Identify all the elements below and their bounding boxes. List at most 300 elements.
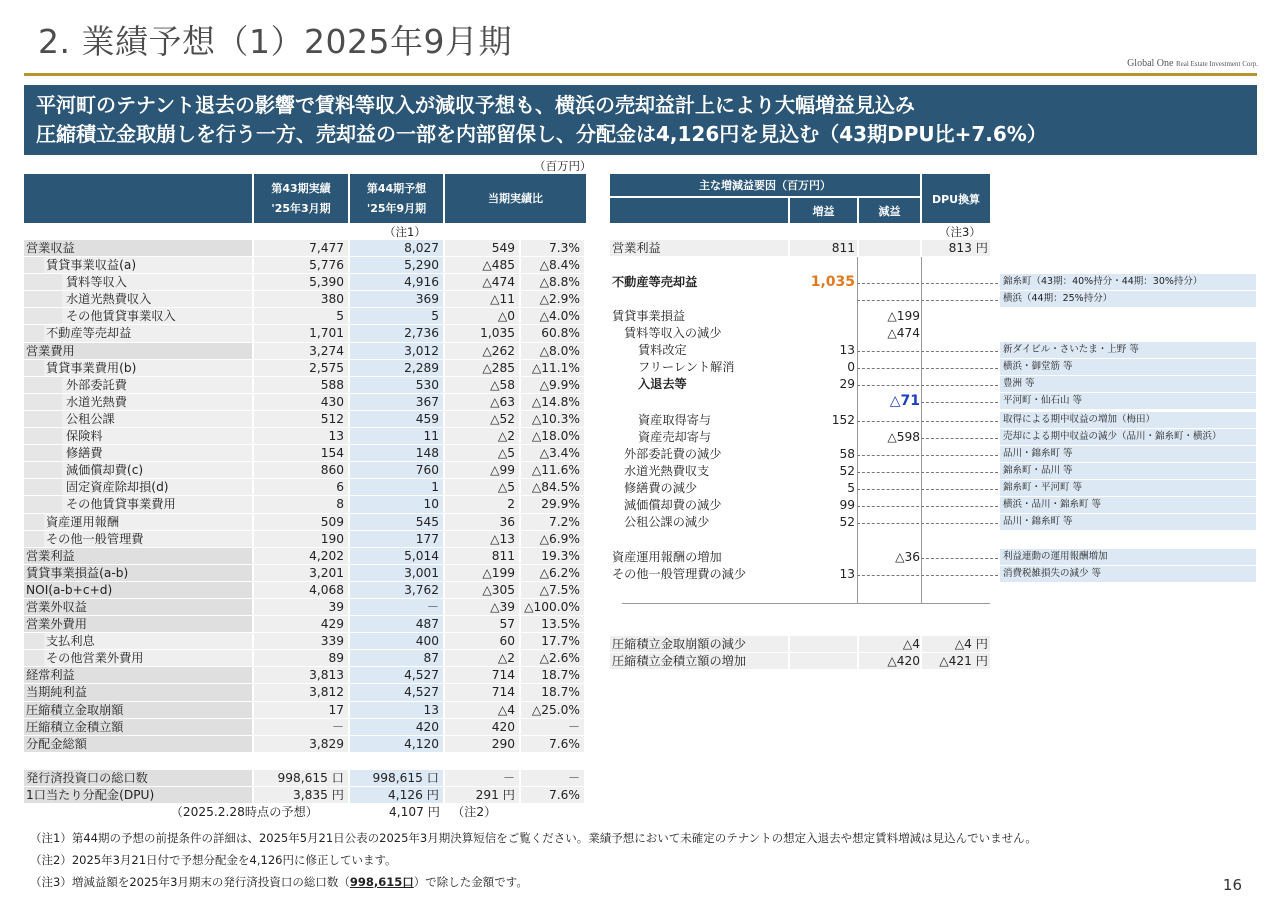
value-diff: 291 円 bbox=[445, 787, 519, 803]
value-diff: 714 bbox=[445, 667, 519, 683]
header-dpu: DPU換算 bbox=[922, 174, 990, 223]
forecast-note: （注1） bbox=[384, 225, 426, 239]
value-diff: △99 bbox=[445, 462, 519, 478]
factor-label: 資産売却寄与 bbox=[638, 430, 712, 444]
row-label: 減価償却費(c) bbox=[24, 462, 252, 478]
row-label: 発行済投資口の総口数 bbox=[24, 770, 252, 786]
summary-banner bbox=[24, 85, 1257, 155]
factor-increase: 13 bbox=[839, 567, 855, 581]
value-forecast: 87 bbox=[350, 650, 443, 666]
footnote-3-bold: 998,615口 bbox=[349, 875, 414, 889]
row-label: 営業利益 bbox=[24, 548, 252, 564]
row-label: 賃貸事業収益(a) bbox=[24, 257, 252, 273]
value-forecast: 998,615 口 bbox=[350, 770, 443, 786]
factor-dpu: 813 円 bbox=[948, 241, 988, 255]
pl-row bbox=[24, 650, 589, 667]
leader-line bbox=[857, 472, 998, 473]
factor-increase: 5 bbox=[847, 481, 855, 495]
value-pct: △100.0% bbox=[521, 599, 584, 615]
pl-row bbox=[24, 325, 589, 342]
value-forecast: 4,126 円 bbox=[350, 787, 443, 803]
row-bg bbox=[859, 240, 920, 256]
value-actual: 4,068 bbox=[254, 582, 348, 598]
row-label: 賃貸事業損益(a-b) bbox=[24, 565, 252, 581]
pl-row bbox=[24, 514, 589, 531]
value-forecast: 4,527 bbox=[350, 684, 443, 700]
value-diff: 57 bbox=[445, 616, 519, 632]
value-forecast: 2,289 bbox=[350, 360, 443, 376]
value-forecast: 4,916 bbox=[350, 274, 443, 290]
value-actual: 512 bbox=[254, 411, 348, 427]
factor-decrease: △36 bbox=[895, 550, 920, 564]
row-label: 営業費用 bbox=[24, 343, 252, 359]
value-actual: 5 bbox=[254, 308, 348, 324]
value-pct: △6.9% bbox=[521, 531, 584, 547]
row-label: その他一般管理費 bbox=[24, 531, 252, 547]
value-pct: △84.5% bbox=[521, 479, 584, 495]
row-label: 1口当たり分配金(DPU) bbox=[24, 787, 252, 803]
value-pct: 7.2% bbox=[521, 514, 584, 530]
summary-line-2: 圧縮積立金取崩しを行う一方、売却益の一部を内部留保し、分配金は4,126円を見込む（43期DPU比+7.6%） bbox=[36, 122, 1047, 146]
value-actual: 13 bbox=[254, 428, 348, 444]
footnote-2: （注2）2025年3月21日付で予想分配金を4,126円に修正しています。 bbox=[30, 853, 397, 867]
value-diff: △11 bbox=[445, 291, 519, 307]
column-rule bbox=[921, 257, 922, 603]
leader-line bbox=[857, 385, 998, 386]
pl-row bbox=[24, 411, 589, 428]
value-pct: △25.0% bbox=[521, 702, 584, 718]
header-blank bbox=[24, 174, 252, 223]
factor-label: 営業利益 bbox=[612, 241, 661, 255]
pl-row bbox=[24, 616, 589, 633]
value-diff: △5 bbox=[445, 479, 519, 495]
header-actual-l2: '25年3月期 bbox=[271, 201, 331, 215]
value-pct: △11.6% bbox=[521, 462, 584, 478]
header-compare: 当期実績比 bbox=[445, 174, 586, 223]
pl-row bbox=[24, 684, 589, 701]
pl-row bbox=[24, 360, 589, 377]
leader-line bbox=[921, 438, 998, 439]
factor-decrease: △71 bbox=[889, 393, 920, 409]
value-actual: 429 bbox=[254, 616, 348, 632]
value-pct: 60.8% bbox=[521, 325, 584, 341]
pl-row bbox=[24, 240, 589, 257]
value-actual: 588 bbox=[254, 377, 348, 393]
value-actual: 5,390 bbox=[254, 274, 348, 290]
pl-row bbox=[24, 582, 589, 599]
value-diff: 60 bbox=[445, 633, 519, 649]
factor-tag: 消費税雑損失の減少 等 bbox=[1000, 566, 1256, 582]
factor-increase: 29 bbox=[839, 377, 855, 391]
factor-increase: 52 bbox=[839, 515, 855, 529]
pl-row bbox=[24, 343, 589, 360]
dpu-note: （注3） bbox=[939, 225, 981, 239]
value-actual: 154 bbox=[254, 445, 348, 461]
pl-row bbox=[24, 548, 589, 565]
value-forecast: 3,012 bbox=[350, 343, 443, 359]
row-label: 分配金総額 bbox=[24, 736, 252, 752]
leader-line bbox=[857, 368, 998, 369]
value-pct: 7.6% bbox=[521, 787, 584, 803]
footnote-3-post: ）で除した金額です。 bbox=[413, 875, 528, 889]
value-pct: △10.3% bbox=[521, 411, 584, 427]
factor-increase: 58 bbox=[839, 447, 855, 461]
value-actual: 3,813 bbox=[254, 667, 348, 683]
factor-label: フリーレント解消 bbox=[638, 360, 735, 374]
header-actual-l1: 第43期実績 bbox=[271, 181, 331, 195]
value-pct: △2.9% bbox=[521, 291, 584, 307]
value-diff: △2 bbox=[445, 428, 519, 444]
value-pct: 18.7% bbox=[521, 667, 584, 683]
row-label: 水道光熱費収入 bbox=[24, 291, 252, 307]
value-diff: △262 bbox=[445, 343, 519, 359]
pl-row bbox=[24, 445, 589, 462]
value-diff: 714 bbox=[445, 684, 519, 700]
value-diff: △2 bbox=[445, 650, 519, 666]
factor-tag: 品川・錦糸町 等 bbox=[1000, 446, 1256, 462]
value-actual: 6 bbox=[254, 479, 348, 495]
factor-tag: 利益連動の運用報酬増加 bbox=[1000, 549, 1256, 565]
value-pct: 7.6% bbox=[521, 736, 584, 752]
row-label: 営業収益 bbox=[24, 240, 252, 256]
row-label: 当期純利益 bbox=[24, 684, 252, 700]
row-label: 水道光熱費 bbox=[24, 394, 252, 410]
value-forecast: 177 bbox=[350, 531, 443, 547]
value-pct: △6.2% bbox=[521, 565, 584, 581]
value-diff: △63 bbox=[445, 394, 519, 410]
summary-line-1: 平河町のテナント退去の影響で賃料等収入が減収予想も、横浜の売却益計上により大幅増益見込み bbox=[36, 93, 915, 117]
factor-label: 水道光熱費収支 bbox=[624, 464, 710, 478]
value-actual: 3,201 bbox=[254, 565, 348, 581]
value-forecast: 530 bbox=[350, 377, 443, 393]
value-actual: 860 bbox=[254, 462, 348, 478]
leader-line bbox=[857, 523, 998, 524]
row-label: 営業外費用 bbox=[24, 616, 252, 632]
pl-row bbox=[24, 736, 589, 753]
leader-line bbox=[857, 283, 998, 284]
pl-row bbox=[24, 719, 589, 736]
factor-tag: 錦糸町・平河町 等 bbox=[1000, 480, 1256, 496]
page-number: 16 bbox=[1222, 876, 1242, 894]
row-label: 公租公課 bbox=[24, 411, 252, 427]
value-diff: 2 bbox=[445, 496, 519, 512]
value-forecast: 4,120 bbox=[350, 736, 443, 752]
value-diff: 420 bbox=[445, 719, 519, 735]
pl-row bbox=[24, 599, 589, 616]
pl-row bbox=[24, 308, 589, 325]
value-diff: △5 bbox=[445, 445, 519, 461]
value-forecast: 5,014 bbox=[350, 548, 443, 564]
leader-line bbox=[921, 558, 998, 559]
value-forecast: 367 bbox=[350, 394, 443, 410]
value-actual: 39 bbox=[254, 599, 348, 615]
row-label: 経常利益 bbox=[24, 667, 252, 683]
value-actual: 3,835 円 bbox=[254, 787, 348, 803]
value-pct: 18.7% bbox=[521, 684, 584, 700]
pl-row bbox=[24, 531, 589, 548]
factor-tag: 横浜（44期：25%持分） bbox=[1000, 291, 1256, 307]
factor-increase: 13 bbox=[839, 343, 855, 357]
column-rule bbox=[857, 257, 858, 603]
asof-note: （注2） bbox=[452, 805, 497, 819]
section-rule bbox=[622, 603, 990, 604]
value-actual: 89 bbox=[254, 650, 348, 666]
asof-value: 4,107 円 bbox=[389, 805, 440, 819]
value-pct: 19.3% bbox=[521, 548, 584, 564]
leader-line bbox=[857, 300, 998, 301]
factor-decrease: △598 bbox=[887, 430, 920, 444]
row-label: その他賃貸事業費用 bbox=[24, 496, 252, 512]
factor-decrease: △199 bbox=[887, 309, 920, 323]
value-forecast: 5,290 bbox=[350, 257, 443, 273]
factor-label: その他一般管理費の減少 bbox=[612, 567, 747, 581]
value-diff: △285 bbox=[445, 360, 519, 376]
factor-tag: 錦糸町・品川 等 bbox=[1000, 463, 1256, 479]
value-actual: 3,829 bbox=[254, 736, 348, 752]
value-forecast: － bbox=[350, 599, 443, 615]
value-forecast: 369 bbox=[350, 291, 443, 307]
header-decrease: 減益 bbox=[859, 198, 920, 223]
value-diff: 1,035 bbox=[445, 325, 519, 341]
value-actual: 2,575 bbox=[254, 360, 348, 376]
value-diff: △305 bbox=[445, 582, 519, 598]
row-label: 賃料等収入 bbox=[24, 274, 252, 290]
factor-tag: 売却による期中収益の減少（品川・錦糸町・横浜） bbox=[1000, 429, 1256, 445]
value-actual: 8 bbox=[254, 496, 348, 512]
row-label: 保険料 bbox=[24, 428, 252, 444]
value-forecast: 8,027 bbox=[350, 240, 443, 256]
factor-dpu: △421 円 bbox=[939, 654, 988, 668]
company-logo bbox=[1127, 58, 1258, 69]
row-bg bbox=[790, 653, 857, 669]
row-label: 不動産等売却益 bbox=[24, 325, 252, 341]
left-table-header bbox=[24, 174, 589, 223]
row-label: 賃貸事業費用(b) bbox=[24, 360, 252, 376]
factor-label: 外部委託費の減少 bbox=[624, 447, 722, 461]
row-label: 圧縮積立金積立額 bbox=[24, 719, 252, 735]
factor-decrease: △420 bbox=[887, 654, 920, 668]
value-diff: △485 bbox=[445, 257, 519, 273]
factor-label: 不動産等売却益 bbox=[612, 275, 698, 289]
factor-label: 公租公課の減少 bbox=[624, 515, 710, 529]
footnote-1: （注1）第44期の予想の前提条件の詳細は、2025年5月21日公表の2025年3月期決算短信をご覧ください。業績予想において未確定のテナントの想定入退去や想定賃料増減は見込んでいません。 bbox=[30, 831, 1037, 845]
factor-label: 圧縮積立金積立額の増加 bbox=[612, 654, 747, 668]
value-pct: 13.5% bbox=[521, 616, 584, 632]
value-actual: 3,812 bbox=[254, 684, 348, 700]
leader-line bbox=[857, 351, 998, 352]
value-pct: △18.0% bbox=[521, 428, 584, 444]
factor-label: 入退去等 bbox=[638, 377, 687, 391]
leader-line bbox=[921, 402, 998, 403]
value-pct: △8.4% bbox=[521, 257, 584, 273]
pl-row bbox=[24, 257, 589, 274]
value-forecast: 4,527 bbox=[350, 667, 443, 683]
factor-label: 賃料等収入の減少 bbox=[624, 326, 722, 340]
value-pct: △7.5% bbox=[521, 582, 584, 598]
row-bg bbox=[790, 636, 857, 652]
footnote-3-pre: （注3）増減益額を2025年3月期末の発行済投資口の総口数（ bbox=[30, 875, 350, 889]
row-label: 支払利息 bbox=[24, 633, 252, 649]
row-label: 外部委託費 bbox=[24, 377, 252, 393]
factor-increase: 152 bbox=[831, 413, 855, 427]
factor-label: 減価償却費の減少 bbox=[624, 498, 722, 512]
value-pct: △8.0% bbox=[521, 343, 584, 359]
unit-note: （百万円） bbox=[534, 159, 592, 173]
value-forecast: 545 bbox=[350, 514, 443, 530]
factor-tag: 錦糸町（43期：40%持分・44期：30%持分） bbox=[1000, 274, 1256, 290]
value-forecast: 420 bbox=[350, 719, 443, 735]
value-diff: △58 bbox=[445, 377, 519, 393]
value-actual: 5,776 bbox=[254, 257, 348, 273]
footnote-3 bbox=[30, 874, 528, 890]
pl-row bbox=[24, 565, 589, 582]
pl-row bbox=[24, 496, 589, 513]
value-forecast: 3,001 bbox=[350, 565, 443, 581]
header-factors: 主な増減益要因（百万円） bbox=[610, 174, 920, 196]
unit-row bbox=[24, 787, 589, 804]
value-forecast: 3,762 bbox=[350, 582, 443, 598]
value-actual: 998,615 口 bbox=[254, 770, 348, 786]
factor-tag: 品川・錦糸町 等 bbox=[1000, 514, 1256, 530]
factor-label: 圧縮積立金取崩額の減少 bbox=[612, 637, 747, 651]
value-actual: 509 bbox=[254, 514, 348, 530]
value-pct: 7.3% bbox=[521, 240, 584, 256]
value-forecast: 5 bbox=[350, 308, 443, 324]
value-forecast: 13 bbox=[350, 702, 443, 718]
pl-row bbox=[24, 667, 589, 684]
row-label: NOI(a-b+c+d) bbox=[24, 582, 252, 598]
header-actual bbox=[254, 174, 348, 223]
leader-line bbox=[857, 575, 998, 576]
value-actual: 4,202 bbox=[254, 548, 348, 564]
factor-dpu: △4 円 bbox=[954, 637, 988, 651]
value-diff: 811 bbox=[445, 548, 519, 564]
factor-label: 修繕費の減少 bbox=[624, 481, 698, 495]
value-actual: 1,701 bbox=[254, 325, 348, 341]
value-diff: △52 bbox=[445, 411, 519, 427]
logo-main: Global One bbox=[1127, 58, 1174, 69]
factor-decrease: △474 bbox=[887, 326, 920, 340]
value-pct: △8.8% bbox=[521, 274, 584, 290]
factor-label: 資産取得寄与 bbox=[638, 413, 712, 427]
value-actual: 430 bbox=[254, 394, 348, 410]
value-pct: － bbox=[521, 770, 584, 786]
row-label: その他賃貸事業収入 bbox=[24, 308, 252, 324]
factor-increase: 52 bbox=[839, 464, 855, 478]
unit-row bbox=[24, 770, 589, 787]
factor-increase: 0 bbox=[847, 360, 855, 374]
leader-line bbox=[857, 421, 998, 422]
row-label: 営業外収益 bbox=[24, 599, 252, 615]
row-label: 修繕費 bbox=[24, 445, 252, 461]
pl-row bbox=[24, 479, 589, 496]
header-forecast-l2: '25年9月期 bbox=[366, 201, 427, 215]
value-pct: 29.9% bbox=[521, 496, 584, 512]
pl-row bbox=[24, 428, 589, 445]
factor-tag: 平河町・仙石山 等 bbox=[1000, 393, 1256, 409]
value-forecast: 487 bbox=[350, 616, 443, 632]
value-diff: 36 bbox=[445, 514, 519, 530]
factor-tag: 豊洲 等 bbox=[1000, 376, 1256, 392]
value-pct: △11.1% bbox=[521, 360, 584, 376]
value-forecast: 11 bbox=[350, 428, 443, 444]
factor-tag: 横浜・御堂筋 等 bbox=[1000, 359, 1256, 375]
value-forecast: 760 bbox=[350, 462, 443, 478]
value-forecast: 1 bbox=[350, 479, 443, 495]
value-pct: △14.8% bbox=[521, 394, 584, 410]
header-forecast-l1: 第44期予想 bbox=[366, 181, 427, 195]
value-actual: 7,477 bbox=[254, 240, 348, 256]
value-diff: △474 bbox=[445, 274, 519, 290]
value-forecast: 10 bbox=[350, 496, 443, 512]
value-forecast: 148 bbox=[350, 445, 443, 461]
value-pct: △2.6% bbox=[521, 650, 584, 666]
value-actual: 3,274 bbox=[254, 343, 348, 359]
value-forecast: 2,736 bbox=[350, 325, 443, 341]
leader-line bbox=[857, 489, 998, 490]
leader-line bbox=[857, 506, 998, 507]
value-actual: 17 bbox=[254, 702, 348, 718]
value-diff: 549 bbox=[445, 240, 519, 256]
pl-row bbox=[24, 633, 589, 650]
value-forecast: 400 bbox=[350, 633, 443, 649]
value-pct: △9.9% bbox=[521, 377, 584, 393]
value-forecast: 459 bbox=[350, 411, 443, 427]
page-title: 2. 業績予想（1）2025年9月期 bbox=[38, 22, 512, 61]
value-pct: △3.4% bbox=[521, 445, 584, 461]
value-actual: 339 bbox=[254, 633, 348, 649]
header-increase: 増益 bbox=[790, 198, 857, 223]
value-diff: △0 bbox=[445, 308, 519, 324]
factor-tag: 取得による期中収益の増加（梅田） bbox=[1000, 412, 1256, 428]
row-label: 資産運用報酬 bbox=[24, 514, 252, 530]
value-actual: 380 bbox=[254, 291, 348, 307]
row-label: その他営業外費用 bbox=[24, 650, 252, 666]
left-table-body bbox=[24, 240, 589, 821]
asof-row bbox=[24, 804, 589, 821]
value-diff: △199 bbox=[445, 565, 519, 581]
factor-label: 賃貸事業損益 bbox=[612, 309, 686, 323]
pl-row bbox=[24, 462, 589, 479]
factor-label: 賃料改定 bbox=[638, 343, 687, 357]
table-spacer bbox=[24, 753, 589, 770]
title-divider bbox=[24, 73, 1257, 76]
logo-sub: Real Estate Investment Corp. bbox=[1175, 60, 1258, 68]
leader-line bbox=[857, 455, 998, 456]
value-diff: △39 bbox=[445, 599, 519, 615]
pl-row bbox=[24, 377, 589, 394]
factor-increase: 99 bbox=[839, 498, 855, 512]
factor-label: 資産運用報酬の増加 bbox=[612, 550, 722, 564]
header-factor-blank bbox=[610, 198, 788, 223]
value-pct: － bbox=[521, 719, 584, 735]
row-label: 圧縮積立金取崩額 bbox=[24, 702, 252, 718]
pl-row bbox=[24, 291, 589, 308]
pl-row bbox=[24, 702, 589, 719]
factor-tag: 新ダイビル・さいたま・上野 等 bbox=[1000, 342, 1256, 358]
factor-tag: 横浜・品川・錦糸町 等 bbox=[1000, 497, 1256, 513]
row-label: 固定資産除却損(d) bbox=[24, 479, 252, 495]
asof-label: （2025.2.28時点の予想） bbox=[170, 805, 318, 819]
factor-increase: 811 bbox=[831, 241, 855, 255]
value-diff: － bbox=[445, 770, 519, 786]
value-actual: 190 bbox=[254, 531, 348, 547]
header-forecast bbox=[350, 174, 443, 223]
value-diff: 290 bbox=[445, 736, 519, 752]
factor-increase: 1,035 bbox=[810, 274, 855, 290]
value-diff: △4 bbox=[445, 702, 519, 718]
pl-row bbox=[24, 274, 589, 291]
